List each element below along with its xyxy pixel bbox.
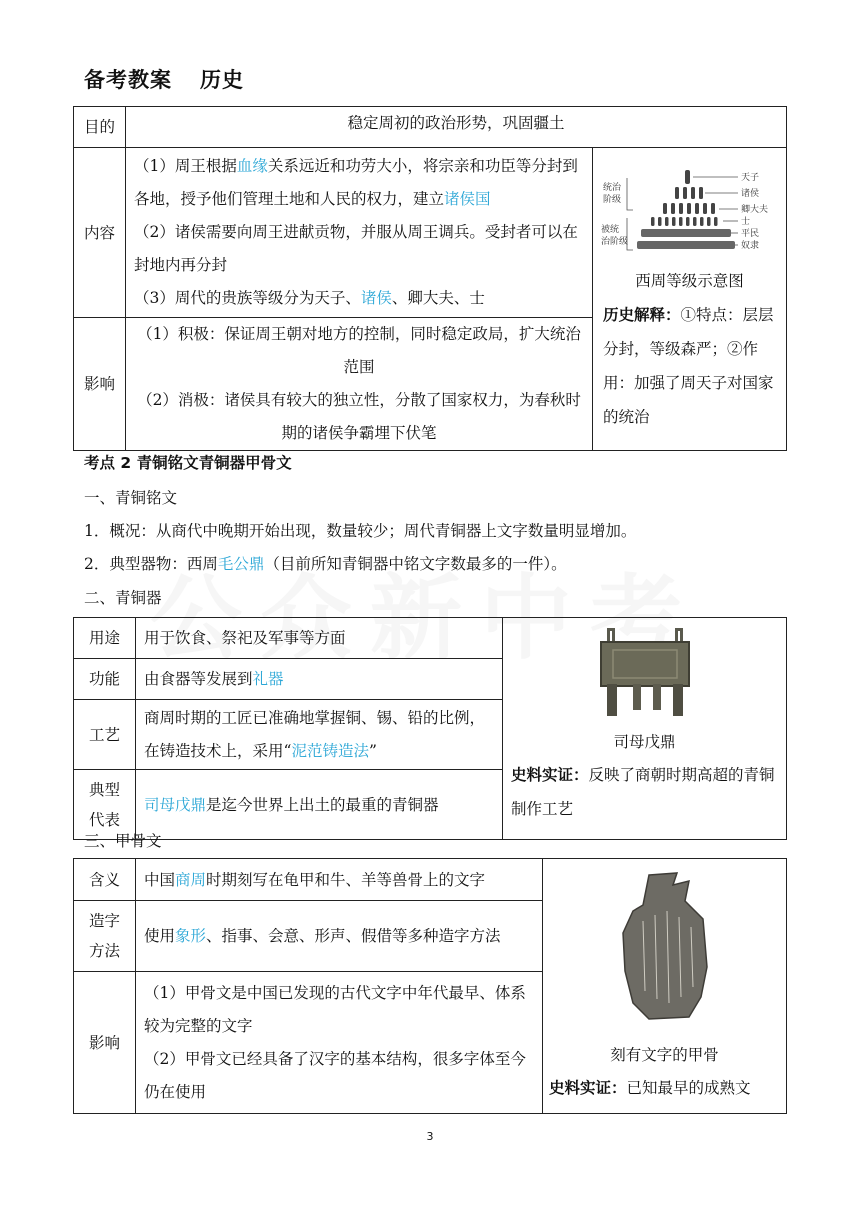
oracle-figure-cell xyxy=(543,859,787,1114)
oracle-impact-item-2: （2）甲骨文已经具备了汉字的基本结构，很多字体至今仍在使用 xyxy=(144,1049,526,1101)
content-item-3: （3）周代的贵族等级分为天子、诸侯、卿大夫、士 xyxy=(134,289,485,307)
content-cell xyxy=(126,148,593,318)
meaning-label: 含义 xyxy=(74,859,136,901)
rank-tianzi: 天子 xyxy=(740,173,759,183)
oracle-impact-cell xyxy=(136,972,543,1114)
rank-zhuhou: 诸侯 xyxy=(740,189,759,199)
fengjian-table xyxy=(73,106,787,451)
page-number: 3 xyxy=(426,1130,434,1143)
oracle-bone-image xyxy=(619,871,711,1021)
oracle-caption: 刻有文字的甲骨 xyxy=(610,1046,719,1064)
sec1-item-2: 2．典型器物：西周毛公鼎（目前所知青铜器中铭文字数最多的一件）。 xyxy=(84,555,567,573)
use-text: 用于饮食、祭祀及军事等方面 xyxy=(136,618,503,659)
hierarchy-figure-cell xyxy=(593,148,787,451)
oracle-evidence: 史料实证：已知最早的成熟文 xyxy=(549,1079,751,1097)
oracle-bone-table xyxy=(73,858,787,1114)
ruling-class-label-1: 统治 xyxy=(602,183,621,193)
impact-label: 影响 xyxy=(74,318,126,451)
method-label: 造字 方法 xyxy=(74,901,136,972)
ruling-class-label-2: 阶级 xyxy=(602,195,621,205)
meaning-text: 中国商周时期刻写在龟甲和牛、羊等兽骨上的文字 xyxy=(136,859,543,901)
purpose-label: 目的 xyxy=(74,107,126,148)
header-subject: 历史 xyxy=(200,68,244,92)
impact-item-2: （2）消极：诸侯具有较大的独立性，分散了国家权力，为春秋时期的诸侯争霸埋下伏笔 xyxy=(137,391,581,442)
func-label: 功能 xyxy=(74,659,136,700)
hierarchy-pyramid-image xyxy=(601,168,779,260)
craft-text: 商周时期的工匠已准确地掌握铜、锡、铅的比例，在铸造技术上，采用“泥范铸造法” xyxy=(136,700,503,770)
func-text: 由食器等发展到礼器 xyxy=(136,659,503,700)
content-item-1: （1）周王根据血缘关系远近和功劳大小，将宗亲和功臣等分封到各地，授予他们管理土地和人民的权力，建立诸侯国 xyxy=(134,157,578,208)
ruled-class-label-2: 治阶级 xyxy=(600,237,628,247)
oracle-impact-item-1: （1）甲骨文是中国已发现的古代文字中年代最早、体系较为完整的文字 xyxy=(144,983,526,1035)
use-label: 用途 xyxy=(74,618,136,659)
history-explanation: 历史解释：①特点：层层分封，等级森严；②作用：加强了周天子对国家的统治 xyxy=(603,306,774,426)
page-header xyxy=(84,64,244,94)
sec1-title: 一、青铜铭文 xyxy=(84,489,178,507)
bronze-figure-cell xyxy=(503,618,787,840)
content-item-2: （2）诸侯需要向周王进献贡物，并服从周王调兵。受封者可以在封地内再分封 xyxy=(134,223,578,274)
header-subject-label: 备考教案 xyxy=(84,68,172,92)
simuwu-ding-image xyxy=(593,626,697,720)
bronze-evidence: 史料实证：反映了商朝时期高超的青铜制作工艺 xyxy=(511,766,775,818)
craft-label: 工艺 xyxy=(74,700,136,770)
rep-label: 典型 代表 xyxy=(74,770,136,840)
hierarchy-caption: 西周等级示意图 xyxy=(635,272,744,290)
rep-text: 司母戊鼎是迄今世界上出土的最重的青铜器 xyxy=(136,770,503,840)
sec2-title: 二、青铜器 xyxy=(84,589,162,607)
bronze-caption: 司母戊鼎 xyxy=(613,733,676,751)
oracle-impact-label: 影响 xyxy=(74,972,136,1114)
method-text: 使用象形、指事、会意、形声、假借等多种造字方法 xyxy=(136,901,543,972)
ruled-class-label-1: 被统 xyxy=(600,225,619,235)
bronze-table xyxy=(73,617,787,840)
rank-qingdafu: 卿大夫 xyxy=(740,205,768,215)
content-label: 内容 xyxy=(74,148,126,318)
sec1-item-1: 1．概况：从商代中晚期开始出现，数量较少；周代青铜器上文字数量明显增加。 xyxy=(84,522,637,540)
rank-nuli: 奴隶 xyxy=(740,241,759,251)
purpose-text: 稳定周初的政治形势，巩固疆土 xyxy=(126,107,787,148)
rank-shi: 士 xyxy=(740,217,750,227)
rank-pingmin: 平民 xyxy=(740,229,759,239)
impact-item-1: （1）积极：保证周王朝对地方的控制，同时稳定政局，扩大统治范围 xyxy=(137,325,581,376)
impact-cell xyxy=(126,318,593,451)
section-title: 考点 2 青铜铭文青铜器甲骨文 xyxy=(84,454,292,472)
sec3-title: 三、甲骨文 xyxy=(84,832,162,850)
